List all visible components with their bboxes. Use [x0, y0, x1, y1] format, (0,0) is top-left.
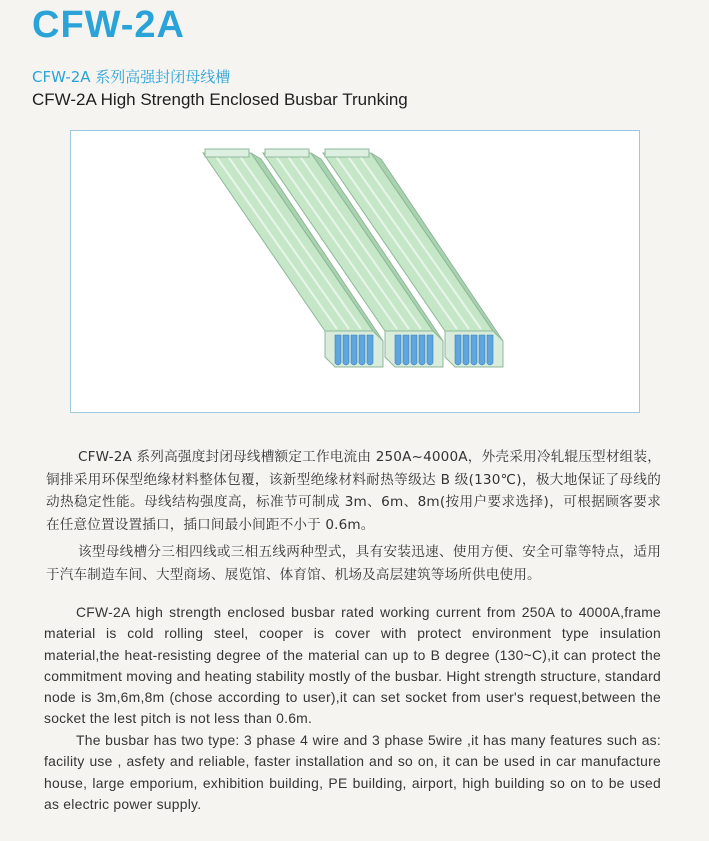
- conductor-bar: [471, 335, 477, 365]
- busbar-illustration: [71, 131, 639, 412]
- conductor-bar: [367, 335, 373, 365]
- conductor-bar: [487, 335, 493, 365]
- description-en-paragraph-1: CFW-2A high strength enclosed busbar rated working current from 250A to 4000A,frame material is cold rolling steel, cooper is cover with protect environment type insulation material,the heat-resisting degree of the material can up to B degree (130~C),it can protect the commitment moving and heating stability mostly of the busbar. Hight strength structure, standard node is 3m,6m,8m (chose according to user),it can set socket from user's request,between the socket the lest pitch is not less than 0.6m.: [44, 604, 661, 727]
- subtitle-chinese: CFW-2A 系列高强封闭母线槽: [32, 68, 231, 86]
- conductor-bar: [351, 335, 357, 365]
- conductor-bar: [463, 335, 469, 365]
- conductor-bar: [455, 335, 461, 365]
- description-en-paragraph-2: The busbar has two type: 3 phase 4 wire and 3 phase 5wire ,it has many features such as: facility use , asfety and reliable, faster installation and so on, it can be used in car manufacture house, large emporium, exhibition building, PE building, airport, high building so on to be used as electric power supply.: [44, 732, 661, 812]
- product-photo-frame: [70, 130, 640, 413]
- conductor-bar: [403, 335, 409, 365]
- conductor-bar: [335, 335, 341, 365]
- conductor-bar: [395, 335, 401, 365]
- description-cn-paragraph-2: 该型母线槽分三相四线或三相五线两种型式，具有安装迅速、使用方便、安全可靠等特点，适用于汽车制造车间、大型商场、展览馆、体育馆、机场及高层建筑等场所供电使用。: [46, 544, 661, 583]
- conductor-bar: [411, 335, 417, 365]
- description-cn-paragraph-1: CFW-2A 系列高强度封闭母线槽额定工作电流由 250A~4000A，外壳采用冷轧辊压型材组装，铜排采用环保型绝缘材料整体包覆，该新型绝缘材料耐热等级达 B 级(130℃)，极大地保证了母线的动热稳定性能。母线结构强度高，标准节可制成 3m、6m、8m(按用户要求选择)，可根据顾客要求在任意位置设置插口，插口间最小间距不小于 0.6m。: [46, 449, 661, 533]
- conductor-bar: [479, 335, 485, 365]
- conductor-bar: [359, 335, 365, 365]
- subtitle-english: CFW-2A High Strength Enclosed Busbar Trunking: [32, 90, 408, 109]
- conductor-bar: [427, 335, 433, 365]
- conductor-bar: [419, 335, 425, 365]
- conductor-bar: [343, 335, 349, 365]
- page-title: CFW-2A: [32, 4, 185, 46]
